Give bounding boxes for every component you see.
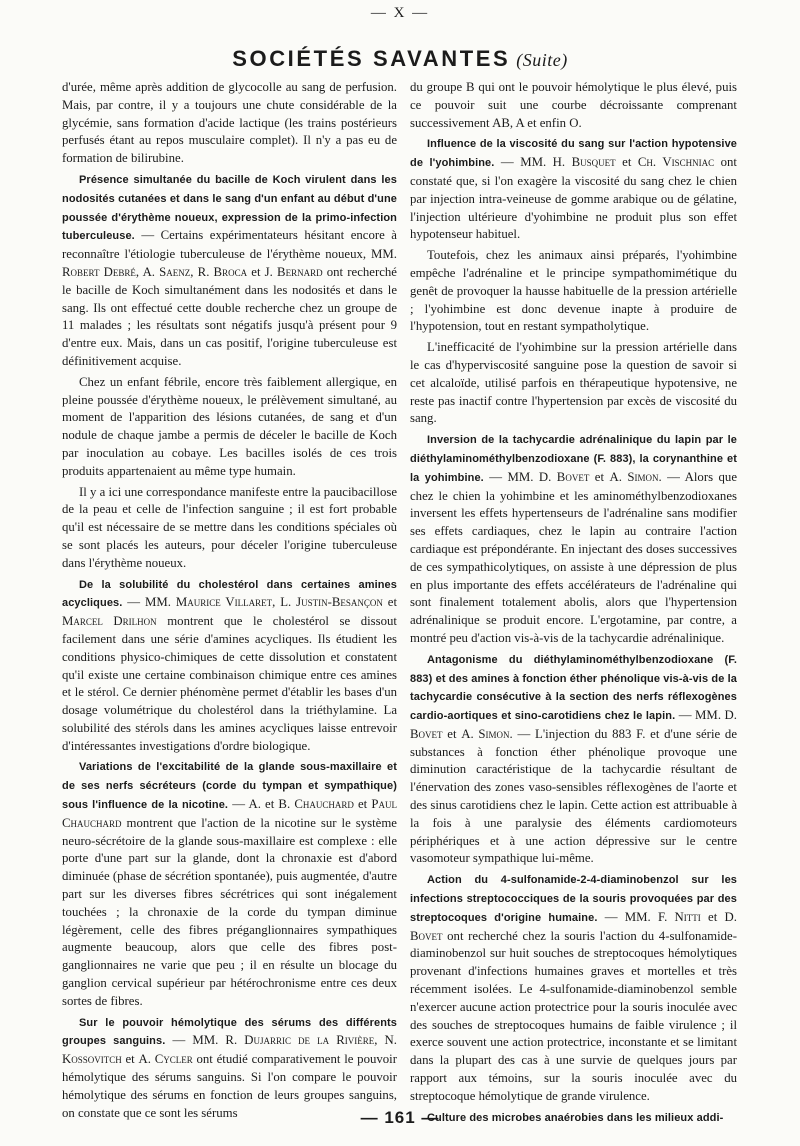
article-entry — [410, 431, 737, 648]
article-connector: et — [353, 797, 372, 812]
article-entry — [62, 576, 397, 756]
article-heading: De la solubilité du cholestérol dans certaines amines acycliques. — [62, 578, 397, 610]
article-intro: — Certains expérimentateurs hésitant encore à reconnaître l'étiologie tuberculeuse de l'érythème noueux, MM. — [62, 228, 397, 262]
author-names: F. Nitti — [658, 909, 701, 924]
article-body: . — Alors que chez le chien la yohimbine et les aminométhylbenzodioxanes inversent les effets hypertenseurs de l'adrénaline sans modifier ses effets cardiaques, chez le lapin au contraire l'action cardiaque est prépondérante. En injectant des doses successives de ces sympathicolytiques, on assiste à une dépression de plus en plus importante des effets accélérateurs de l'adrénaline qui sont finalement totalement abolis, alors que l'hypertension adrénalinique se produit encore. L'ergotamine, par contre, a montré peu d'action vis-à-vis de la tachycardie adrénalinique. — [410, 469, 737, 645]
article-entry — [62, 1014, 397, 1123]
article-entry — [410, 651, 737, 869]
paragraph: Chez un enfant fébrile, encore très faiblement allergique, en pleine poussée d'érythème noueux, le prélèvement simultané, au moment de l'apparition des lésions cutanées, de sang et d'un nodule de chaque jambe a permis de déceler le bacille de Koch par inoculation au cobaye. Les bacilles isolés de ces trois produits appartenaient au même type humain. — [62, 374, 397, 478]
article-heading: Sur le pouvoir hémolytique des sérums des différents groupes sanguins. — [62, 1016, 397, 1048]
article-entry — [62, 171, 397, 371]
author-names: Maurice Villaret, L. Justin-Besançon — [175, 595, 383, 610]
article-intro: — A. et B. — [228, 797, 295, 812]
author-names: A. Simon — [609, 469, 659, 484]
author-names: Paul Chauchard — [62, 797, 398, 830]
article-connector: et — [382, 595, 397, 610]
author-names: A. Cycler — [138, 1052, 193, 1067]
article-body: . — L'injection du 883 F. et d'une série de substances à fonction éther phénolique provoque une diminution caractéristique de la tachycardie résultant de l'énervation des zones vaso-sensibles réflexogènes de l'aorte et des sinus carotidiens chez le lapin. Cette action est attribuable à la fois à une paralysie des éléments cardiomoteurs périphériques et à une action dépressive sur le centre vasomoteur sympathique lui-même. — [410, 726, 737, 866]
article-body: montrent que l'action de la nicotine sur le système neuro-sécrétoire de la glande sous-maxillaire est complexe : elle porte d'une part sur la glande, dont la chronaxie est d'abord diminuée (phase de sécrétion spontanée), puis augmentée, d'autre part sur les diverses fibres sécrétrices qui sont inégalement touchées ; la chronaxie de la corde du tympan diminue légèrement, celle des fibres préganglionnaires sympathiques augmente beaucoup, alors que celle des fibres post-ganglionnaires ne varie que peu ; il en résulte un blocage du ganglion cervical supérieur par hétérochronisme entre ces deux sortes de fibres. — [62, 815, 397, 1008]
author-names: Chauchard — [294, 797, 354, 812]
article-connector: et — [442, 726, 462, 741]
article-heading: Inversion de la tachycardie adrénalinique du lapin par le diéthylaminométhylbenzodioxane (F. 883), la corynanthine et la yohimbine. — [410, 434, 737, 484]
author-names: Marcel Drilhon — [62, 614, 157, 629]
paragraph: d'urée, même après addition de glycocolle au sang de perfusion. Mais, par contre, il y a toujours une chute considérable de la glycémie, sans formation d'acide lactique (les trains postérieurs perfusés étant au repos musculaire complet). Il n'y a pas eu de formation de bilirubine. — [62, 80, 397, 166]
article-heading: Antagonisme du diéthylaminométhylbenzodioxane (F. 883) et des amines à fonction éther phénolique vis-à-vis de la tachycardie consécutive à la section des nerfs réflexogènes cardio-aortiques et sino-carotidiens chez le lapin. — [410, 653, 737, 723]
page-number: — 161 — — [360, 1108, 440, 1127]
article-connector: et — [615, 155, 638, 170]
article-body: ont recherché le bacille de Koch simultanément dans les nodosités et dans le sang. Ils ont effectué cette double recherche chez un groupe de 11 malades ; les résultats sont négatifs jusqu'à présent pour 9 d'entre eux. Mais, dans un cas positif, l'origine tuberculeuse est définitivement acquise. — [62, 264, 397, 368]
author-names: R. Dujarric de la Rivière, N. Kossovitch — [62, 1033, 397, 1067]
article-intro: — MM. — [483, 469, 539, 484]
author-names: H. Busquet — [552, 155, 616, 170]
article-body: ont étudié comparativement le pouvoir hémolytique des sérums sanguins. Si l'on compare le pouvoir hémolytique des sérums en fonction de leurs groupes sanguins, on constate que ce sont les sérums — [62, 1052, 397, 1120]
article-body: montrent que le cholestérol se dissout facilement dans une série d'amines acycliques. Ils étudient les conditions physico-chimiques de cette dissolution et constatent qu'il existe une certaine combinaison chimique entre ces amines et le stérol. Ce dernier phénomène permet d'établir les bases d'un dosage volumétrique du cholestérol dans la triéthylamine. La solubilité des stérols dans les amines acycliques laisse entrevoir d'intéressantes investigations d'ordre biologique. — [62, 614, 397, 753]
article-heading: Présence simultanée du bacille de Koch virulent dans les nodosités cutanées et dans le sang d'un enfant au début d'une poussée d'érythème noueux, expression de la primo-infection tuberculeuse. — [62, 173, 397, 243]
paragraph: du groupe B qui ont le pouvoir hémolytique le plus élevé, puis ce pouvoir suit une courbe décroissante comprenant successivement AB, A et enfin O. — [410, 80, 737, 130]
author-names: D. Bovet — [538, 469, 590, 484]
article-connector: et — [700, 909, 725, 924]
article-heading: Variations de l'excitabilité de la glande sous-maxillaire et de ses nerfs sécréteurs (corde du tympan et sympathique) sous l'influence de la nicotine. — [62, 761, 397, 812]
article-entry — [410, 135, 737, 244]
article-heading: Influence de la viscosité du sang sur l'action hypotensive de l'yohimbine. — [410, 138, 737, 170]
section-title — [0, 46, 800, 72]
article-intro: — MM. — [494, 155, 553, 170]
author-names: Bernard — [277, 264, 323, 279]
author-names: Ch. Vischniac — [637, 155, 715, 170]
paragraph: L'inefficacité de l'yohimbine sur la pression artérielle dans le cas d'hyperviscosité sanguine pose la question de savoir si cet alcaloïde, utilisé parfois en thérapeutique hypotensive, ne reste pas inactif contre l'hypertension par excès de viscosité du sang. — [410, 340, 737, 426]
paragraph: Toutefois, chez les animaux ainsi préparés, l'yohimbine empêche l'adrénaline et le principe sympathomimétique du genêt de provoquer la hausse habituelle de la pression artérielle ; l'yohimbine est donc devenue inapte à produire de l'hypotension, tout en restant sympatholytique. — [410, 248, 737, 334]
article-heading: Action du 4-sulfonamide-2-4-diaminobenzol sur les infections streptococciques de la souris provoquées par des streptocoques d'origine humaine. — [410, 874, 737, 924]
page-folio: — X — — [370, 5, 430, 21]
section-title-text: SOCIÉTÉS SAVANTES — [232, 46, 511, 71]
right-column — [410, 79, 737, 1130]
article-intro: — MM. — [597, 909, 659, 924]
paragraph: Il y a ici une correspondance manifeste entre la paucibacillose de la peau et celle de l'infection sanguine ; il est fort probable qu'il est nécessaire de se mettre dans les conditions spéciales où se sont placés les auteurs, pour déceler l'origine tuberculeuse dans l'érythème noueux. — [62, 484, 397, 570]
left-column — [62, 79, 397, 1125]
article-intro: — MM. — [165, 1033, 226, 1048]
article-connector: et — [589, 469, 610, 484]
article-body: ont recherché chez la souris l'action du 4-sulfonamide-diaminobenzol sur huit souches de streptocoques hémolytiques provenant d'infections humaines graves et mortelles et très récemment isolées. Le 4-sulfonamide-diaminobenzol semble n'exercer aucune action protectrice pour la souris inoculée avec des souches de streptocoques humains de faible virulence ; il exerce souvent une action protectrice, inconstante et se limitant dans la plupart des cas à une survie de quelques jours par rapport aux témoins, sur la souris inoculée avec du streptocoque hémolytique de grande virulence. — [410, 928, 737, 1103]
article-intro: — MM. — [122, 595, 176, 610]
article-connector: et J. — [247, 264, 278, 279]
author-names: A. Simon — [461, 726, 510, 741]
article-heading: Culture des microbes anaérobies dans les milieux addi- — [427, 1111, 724, 1124]
article-connector: et — [121, 1052, 139, 1067]
article-entry — [410, 871, 737, 1105]
article-entry — [62, 758, 397, 1010]
author-names: D. Bovet — [410, 909, 737, 943]
author-names: Robert Debré, A. Saenz, R. Broca — [62, 264, 248, 279]
article-body: ont constaté que, si l'on exagère la viscosité du sang chez le chien par injection intra-veineuse de gomme arabique ou de gélatine, l'injection ultérieure d'yohimbine ne produit plus son effet hypotenseur habituel. — [410, 155, 737, 242]
author-names: D. Bovet — [410, 708, 737, 741]
section-title-suite: (Suite) — [516, 50, 568, 70]
article-intro: — MM. — [675, 708, 725, 723]
